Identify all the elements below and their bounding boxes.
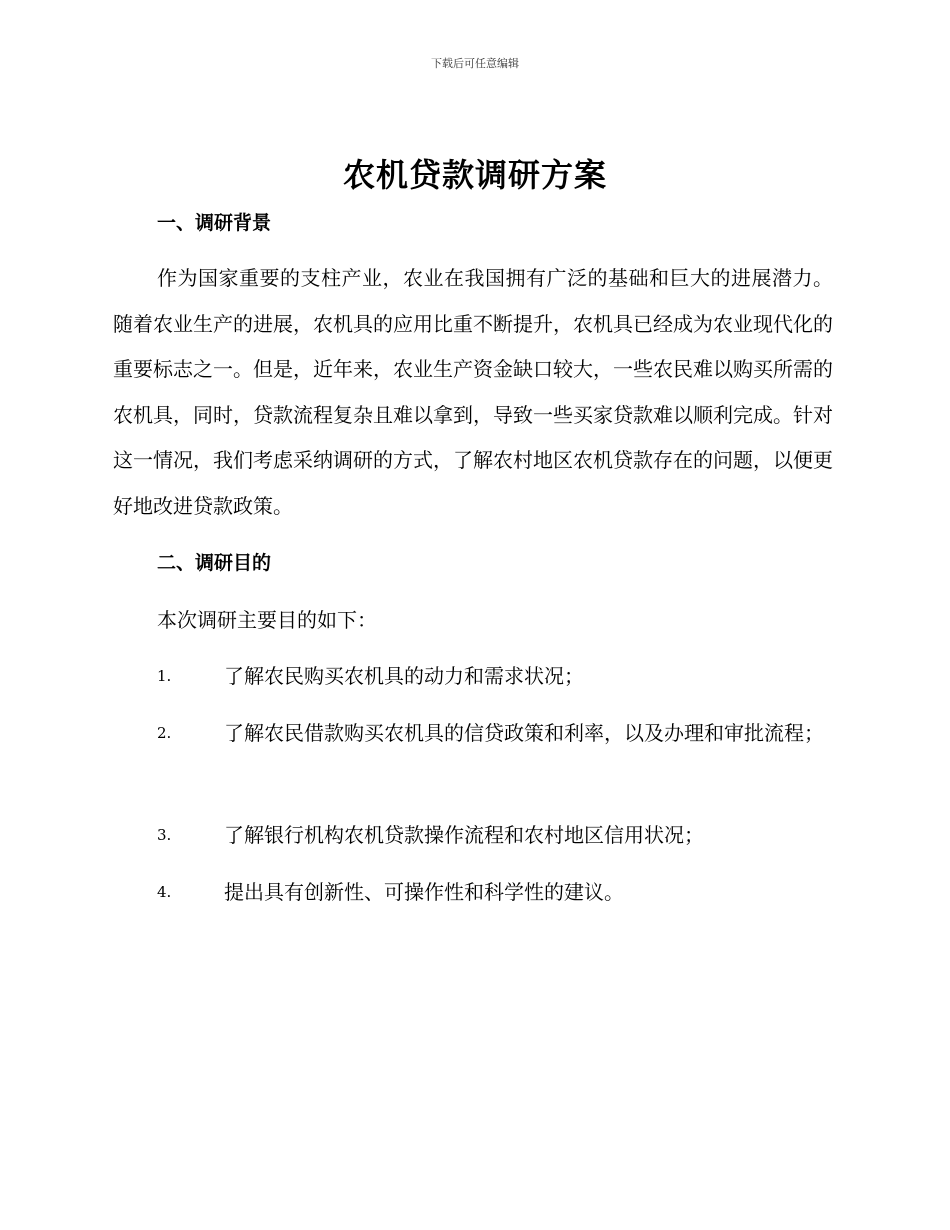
list-item-text: 了解农民购买农机具的动力和需求状况； — [224, 664, 584, 688]
list-item-number: 3. — [157, 826, 172, 844]
list-item-text: 了解银行机构农机贷款操作流程和农村地区信用状况； — [224, 823, 704, 847]
list-item-text: 了解农民借款购买农机具的信贷政策和利率，以及办理和审批流程； — [224, 721, 824, 745]
page-header-note: 下载后可任意编辑 — [431, 57, 519, 70]
document-title: 农机贷款调研方案 — [342, 156, 607, 194]
list-item-number: 2. — [157, 724, 172, 742]
list-item — [113, 711, 833, 757]
section-heading-background: 一、调研背景 — [157, 212, 272, 234]
purpose-intro: 本次调研主要目的如下： — [157, 608, 377, 632]
list-item — [113, 654, 833, 700]
list-item — [113, 870, 833, 916]
section-heading-purpose: 二、调研目的 — [157, 552, 272, 574]
background-paragraph: 作为国家重要的支柱产业，农业在我国拥有广泛的基础和巨大的进展潜力。随着农业生产的进展，农机具的应用比重不断提升，农机具已经成为农业现代化的重要标志之一。但是，近年来，农业生产资金缺口较大，一些农民难以购买所需的农机具，同时，贷款流程复杂且难以拿到，导致一些买家贷款难以顺利完成。针对这一情况，我们考虑采纳调研的方式，了解农村地区农机贷款存在的问题，以便更好地改进贷款政策。 — [113, 266, 833, 518]
list-item-number: 1. — [157, 667, 172, 685]
list-item — [113, 813, 833, 859]
list-item-text: 提出具有创新性、可操作性和科学性的建议。 — [224, 880, 624, 904]
list-item-number: 4. — [157, 883, 172, 901]
